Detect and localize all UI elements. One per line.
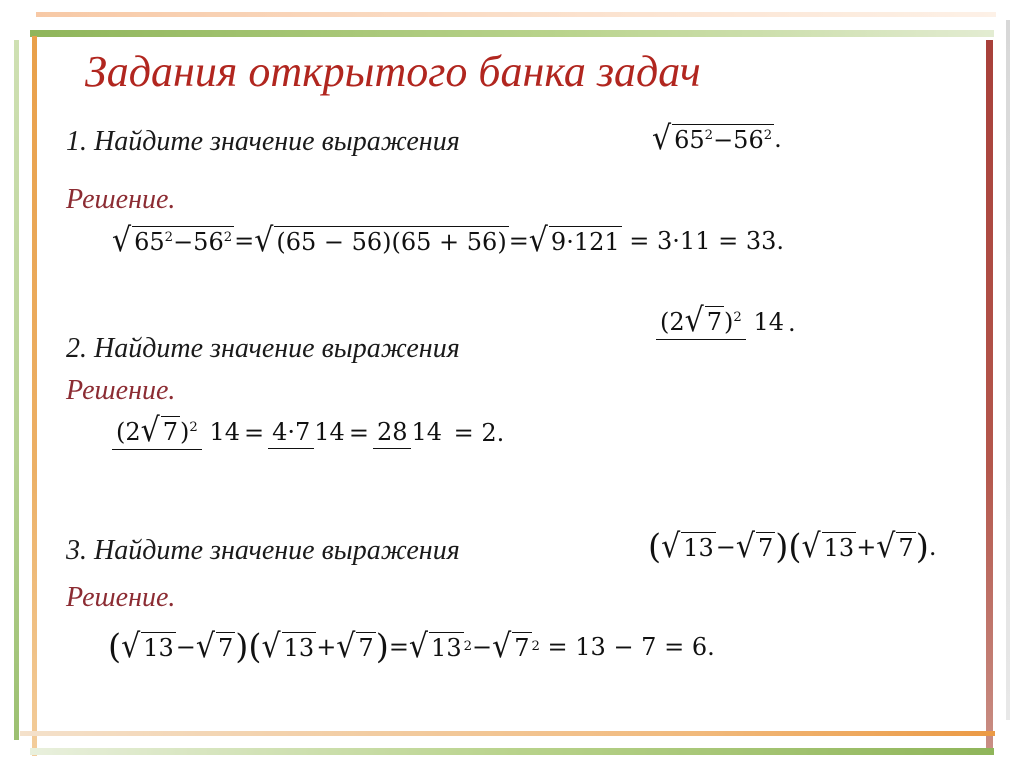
task-3-label: 3. Найдите значение выражения bbox=[66, 535, 460, 566]
task-1-label: 1. Найдите значение выражения bbox=[66, 126, 460, 157]
solution-3-math: ( √ 13 − √ 7 ) ( √ 13 + √ 7 ) = √ 13 2 − √ 7 2 = 13 − 7 = 6. bbox=[108, 626, 715, 666]
bottom-green-decor-bar bbox=[30, 748, 994, 755]
bottom-orange-decor-bar bbox=[20, 731, 995, 736]
slide-title: Задания открытого банка задач bbox=[85, 47, 701, 96]
task-2-expression: (2√ 7)$^2$ 14 . bbox=[652, 306, 796, 340]
solution-2-math: (2√ 7)$^2$ 14 = 4·7 14 = 28 14 = 2. bbox=[108, 416, 504, 450]
task-3-expression: ( √ 13 − √ 7 ) ( √ 13 + √ 7 ) . bbox=[648, 526, 937, 566]
solution-1-label: Решение. bbox=[66, 184, 176, 215]
left-green-decor-bar bbox=[14, 40, 19, 740]
task-2-label: 2. Найдите значение выражения bbox=[66, 333, 460, 364]
task-1-expression: √ $65^2-56^2$ . bbox=[652, 119, 782, 158]
solution-3-label: Решение. bbox=[66, 582, 176, 613]
right-gray-decor-bar bbox=[1006, 20, 1010, 720]
left-orange-decor-bar bbox=[32, 36, 37, 756]
right-red-decor-bar bbox=[986, 40, 993, 750]
top-green-decor-bar bbox=[30, 30, 994, 37]
solution-1-math: √ $65^2-56^2$ = √ (65 − 56)(65 + 56) = √ 9·121 = 3·11 = 33. bbox=[112, 221, 784, 260]
solution-2-label: Решение. bbox=[66, 375, 176, 406]
top-orange-decor-bar bbox=[36, 12, 996, 17]
